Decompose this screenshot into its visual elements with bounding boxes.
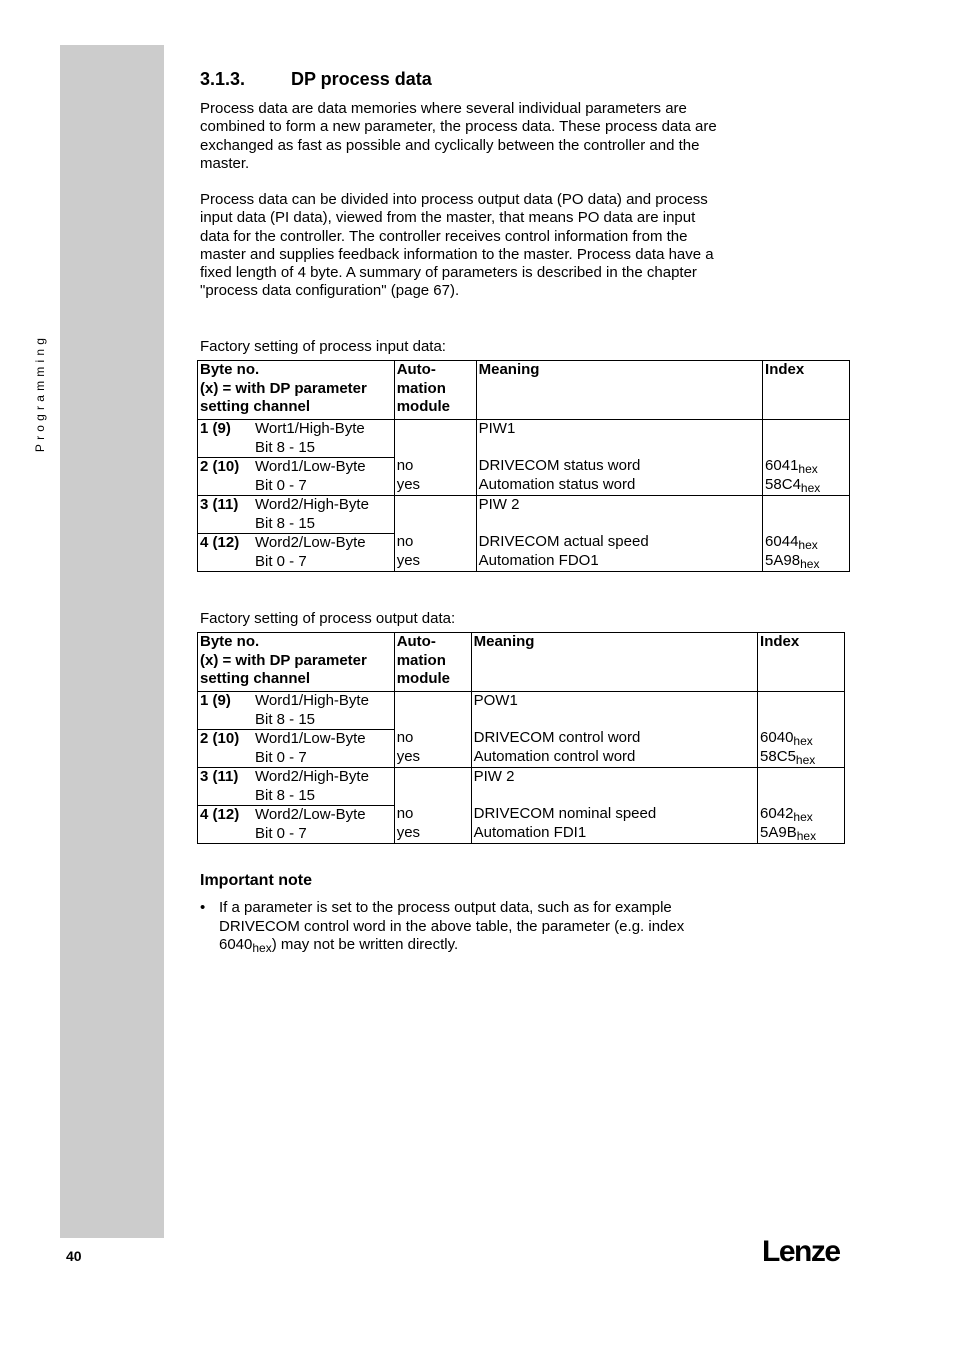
automation-value: no: [396, 805, 414, 822]
index-hex-suffix: hex: [798, 462, 818, 476]
table-header-row: [198, 633, 845, 692]
meaning-line: DRIVECOM actual speed: [478, 533, 649, 550]
automation-value: no: [396, 533, 414, 550]
header-line: Auto-: [396, 633, 436, 650]
byte-desc: Word2/High-Byte: [255, 496, 369, 513]
byte-number: 3 (11): [200, 768, 239, 785]
byte-cell: [198, 458, 395, 496]
meaning-cell: [476, 420, 762, 496]
byte-number: 4 (12): [200, 806, 240, 823]
page-sidebar-band: [60, 45, 164, 1238]
byte-cell: [198, 420, 395, 458]
index-hex-suffix: hex: [800, 480, 821, 495]
byte-bits: Bit 8 - 15: [255, 438, 316, 456]
byte-desc: Word2/Low-Byte: [255, 534, 366, 551]
meaning-cell: [471, 768, 757, 844]
header-line: (x) = with DP parameter: [200, 379, 367, 397]
index-cell: [763, 496, 850, 572]
meaning-line: Automation FDI1: [473, 823, 587, 841]
byte-desc: Word1/Low-Byte: [255, 458, 366, 475]
process-input-table: [197, 360, 850, 572]
automation-value: yes: [396, 747, 421, 765]
meaning-cell: [471, 692, 757, 768]
byte-desc: Word2/High-Byte: [255, 768, 369, 785]
header-line: setting channel: [200, 670, 311, 687]
index-number: 6042: [760, 805, 794, 822]
index-value: [765, 457, 847, 476]
side-label-text: Programming: [33, 333, 47, 453]
index-cell: [763, 420, 850, 496]
byte-bits: Bit 0 - 7: [255, 552, 307, 570]
byte-cell: [198, 496, 395, 534]
index-cell: [758, 768, 845, 844]
index-number: 5A98: [765, 551, 801, 569]
automation-value: yes: [396, 823, 421, 841]
meaning-cell: [476, 496, 762, 572]
meaning-title: PIW 2: [473, 768, 515, 785]
index-hex-suffix: hex: [793, 810, 813, 824]
header-line: (x) = with DP parameter: [200, 651, 367, 669]
index-number: 58C4: [765, 475, 801, 493]
index-value: [765, 552, 847, 571]
table-row: [198, 768, 845, 806]
byte-cell: [198, 534, 395, 572]
header-meaning: Meaning: [471, 633, 757, 692]
section-number: 3.1.3.: [200, 69, 246, 89]
index-hex-suffix: hex: [798, 538, 818, 552]
meaning-line: Automation FDO1: [478, 551, 599, 569]
header-line: module: [396, 398, 451, 415]
header-meaning: Meaning: [476, 361, 762, 420]
byte-bits: Bit 8 - 15: [255, 786, 316, 804]
note-text: [219, 899, 740, 955]
meaning-title: PIW1: [478, 420, 516, 437]
table-header-row: [198, 361, 850, 420]
output-table-caption: Factory setting of process output data:: [200, 610, 456, 627]
lenze-logo: Lenze: [762, 1235, 840, 1268]
header-index: Index: [763, 361, 850, 420]
note-text-part: If a parameter is set to the process output data, such as for example DRIVECOM control word in the above table, the parameter (e.g. index 6040: [219, 899, 685, 953]
important-note-item: [200, 899, 740, 955]
byte-bits: Bit 8 - 15: [255, 514, 316, 532]
header-line: module: [396, 670, 451, 687]
meaning-line: Automation control word: [473, 747, 636, 765]
index-hex-suffix: hex: [795, 752, 816, 767]
table-row: [198, 496, 850, 534]
header-line: mation: [396, 379, 446, 397]
meaning-title: PIW 2: [478, 496, 520, 513]
byte-bits: Bit 8 - 15: [255, 710, 316, 728]
index-value: [765, 533, 847, 552]
note-hex-suffix: hex: [252, 941, 272, 955]
paragraph-details: Process data can be divided into process output data (PO data) and process input data (PI data), viewed from the master, that means PO data are input data for the controller. The controller receives control information from the master and supplies feedback information to the master. Process data have a fixed length of 4 byte. A summary of parameters is described in the chapter "process data configuration" (page 67).: [200, 191, 714, 300]
meaning-line: DRIVECOM nominal speed: [473, 805, 657, 822]
automation-cell: [394, 692, 471, 768]
section-heading: [200, 69, 432, 90]
automation-cell: [394, 768, 471, 844]
index-value: [760, 805, 842, 824]
header-index: Index: [758, 633, 845, 692]
header-line: Auto-: [396, 361, 436, 378]
byte-desc: Word2/Low-Byte: [255, 806, 366, 823]
byte-cell: [198, 806, 395, 844]
byte-number: 1 (9): [200, 692, 231, 709]
note-text-part: ) may not be written directly.: [271, 936, 459, 953]
index-value: [760, 729, 842, 748]
byte-cell: [198, 768, 395, 806]
index-value: [760, 748, 842, 767]
automation-cell: [394, 496, 476, 572]
byte-cell: [198, 692, 395, 730]
header-line: Byte no.: [200, 361, 260, 378]
meaning-line: DRIVECOM status word: [478, 457, 641, 474]
automation-value: no: [396, 457, 414, 474]
process-output-table: [197, 632, 845, 844]
header-byte-no: [198, 361, 395, 420]
byte-bits: Bit 0 - 7: [255, 824, 307, 842]
meaning-line: DRIVECOM control word: [473, 729, 641, 746]
header-automation-module: [394, 361, 476, 420]
important-note-title: Important note: [200, 872, 312, 889]
automation-cell: [394, 420, 476, 496]
index-hex-suffix: hex: [800, 556, 820, 571]
header-byte-no: [198, 633, 395, 692]
index-hex-suffix: hex: [796, 828, 817, 843]
index-value: [765, 476, 847, 495]
byte-desc: Word1/Low-Byte: [255, 730, 366, 747]
header-line: Byte no.: [200, 633, 260, 650]
table-row: [198, 692, 845, 730]
section-title: DP process data: [291, 69, 432, 89]
automation-value: yes: [396, 475, 421, 493]
byte-number: 3 (11): [200, 496, 239, 513]
byte-desc: Word1/High-Byte: [255, 692, 369, 709]
byte-number: 4 (12): [200, 534, 240, 551]
paragraph-intro: Process data are data memories where several individual parameters are combined to form a new parameter, the process data. These process data are exchanged as fast as possible and cyclically between the controller and the master.: [200, 100, 717, 172]
index-number: 6040: [760, 729, 794, 746]
page-number: 40: [66, 1248, 82, 1264]
byte-number: 2 (10): [200, 730, 240, 747]
automation-value: no: [396, 729, 414, 746]
byte-cell: [198, 730, 395, 768]
meaning-title: POW1: [473, 692, 518, 709]
byte-bits: Bit 0 - 7: [255, 748, 307, 766]
index-number: 58C5: [760, 747, 796, 765]
input-table-caption: Factory setting of process input data:: [200, 338, 446, 355]
header-line: mation: [396, 651, 446, 669]
byte-bits: Bit 0 - 7: [255, 476, 307, 494]
index-number: 6044: [765, 533, 799, 550]
index-number: 5A9B: [760, 823, 797, 841]
byte-desc: Wort1/High-Byte: [255, 420, 365, 437]
header-automation-module: [394, 633, 471, 692]
automation-value: yes: [396, 551, 421, 569]
index-hex-suffix: hex: [793, 734, 813, 748]
index-number: 6041: [765, 457, 799, 474]
bullet-icon: •: [200, 899, 206, 916]
header-line: setting channel: [200, 398, 311, 415]
meaning-line: Automation status word: [478, 475, 636, 493]
side-section-label: [33, 333, 47, 453]
index-cell: [758, 692, 845, 768]
byte-number: 2 (10): [200, 458, 240, 475]
byte-number: 1 (9): [200, 420, 231, 437]
index-value: [760, 824, 842, 843]
table-row: [198, 420, 850, 458]
